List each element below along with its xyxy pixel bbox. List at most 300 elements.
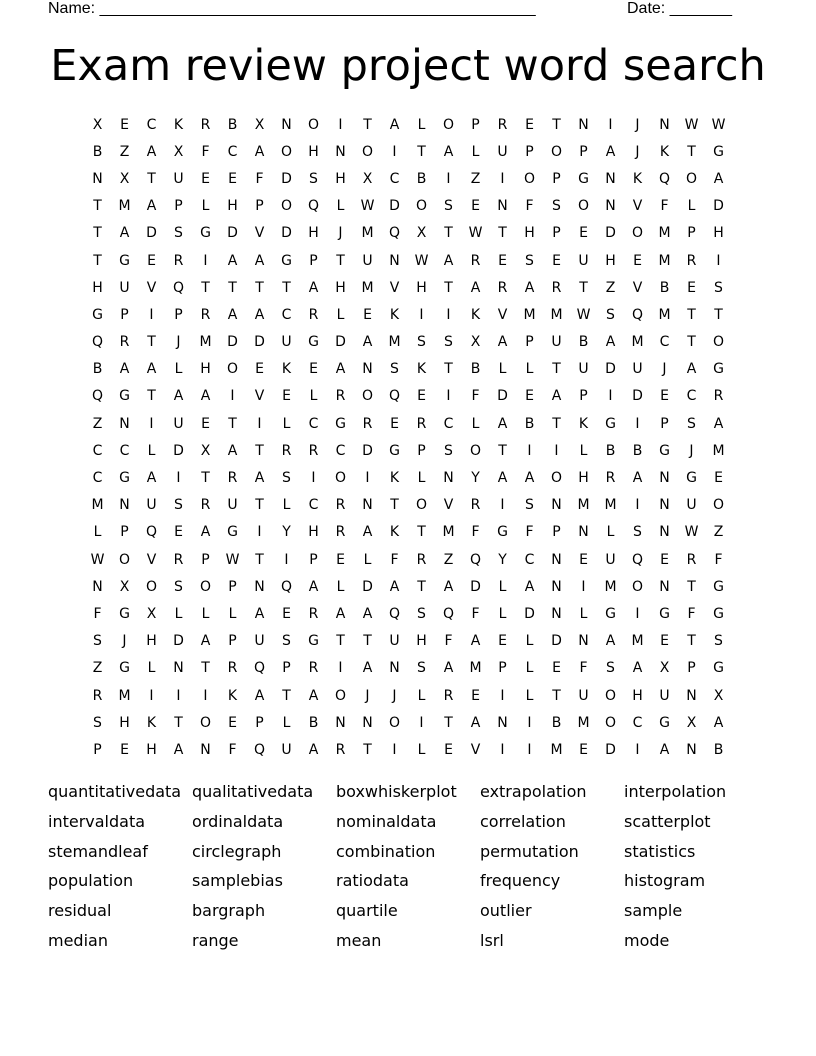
grid-letter: E	[498, 633, 507, 650]
grid-letter: K	[659, 143, 670, 160]
grid-letter: R	[551, 279, 562, 296]
grid-letter: V	[254, 388, 265, 405]
grid-letter: L	[336, 578, 345, 595]
grid-letter: G	[713, 660, 724, 677]
grid-letter: T	[687, 143, 696, 160]
grid-letter: E	[579, 225, 588, 242]
grid-letter: A	[605, 334, 616, 351]
grid-letter: W	[414, 252, 429, 269]
grid-letter: M	[658, 306, 671, 323]
grid-letter: U	[173, 170, 184, 187]
grid-letter: Q	[145, 524, 158, 541]
grid-letter: N	[254, 578, 265, 595]
word-list-item: range	[192, 930, 239, 950]
grid-letter: N	[659, 470, 670, 487]
grid-letter: Q	[307, 198, 320, 215]
grid-letter: C	[686, 388, 697, 405]
grid-letter: D	[281, 170, 292, 187]
grid-letter: I	[338, 660, 343, 677]
grid-letter: M	[712, 442, 725, 459]
grid-letter: R	[173, 252, 184, 269]
grid-letter: L	[579, 442, 588, 459]
grid-letter: D	[524, 605, 535, 622]
grid-letter: J	[392, 687, 397, 704]
grid-row	[84, 546, 732, 573]
grid-letter: D	[173, 442, 184, 459]
grid-letter: H	[416, 279, 427, 296]
grid-letter: L	[525, 361, 534, 378]
grid-letter: A	[362, 334, 373, 351]
grid-letter: P	[579, 143, 588, 160]
grid-letter: W	[225, 551, 240, 568]
grid-letter: F	[390, 551, 399, 568]
grid-letter: D	[605, 741, 616, 758]
grid-letter: A	[524, 470, 535, 487]
grid-letter: I	[527, 741, 532, 758]
grid-letter: C	[227, 143, 238, 160]
grid-letter: E	[282, 605, 291, 622]
grid-letter: A	[173, 741, 184, 758]
grid-letter: L	[417, 116, 426, 133]
grid-letter: P	[255, 198, 264, 215]
grid-letter: S	[93, 714, 102, 731]
grid-letter: A	[389, 116, 400, 133]
grid-letter: V	[146, 551, 157, 568]
grid-letter: C	[92, 442, 103, 459]
grid-letter: V	[632, 198, 643, 215]
grid-letter: N	[92, 578, 103, 595]
grid-letter: F	[714, 551, 723, 568]
grid-letter: O	[388, 714, 401, 731]
grid-letter: G	[605, 415, 616, 432]
grid-letter: N	[659, 578, 670, 595]
grid-letter: F	[444, 633, 453, 650]
grid-letter: E	[255, 361, 264, 378]
grid-letter: N	[173, 660, 184, 677]
grid-letter: U	[173, 415, 184, 432]
grid-letter: G	[497, 524, 508, 541]
grid-letter: U	[551, 334, 562, 351]
letter-grid	[84, 111, 732, 761]
grid-letter: H	[227, 198, 238, 215]
grid-letter: D	[254, 334, 265, 351]
grid-letter: A	[713, 714, 724, 731]
grid-letter: G	[200, 225, 211, 242]
grid-letter: A	[227, 442, 238, 459]
grid-letter: D	[173, 633, 184, 650]
grid-letter: T	[201, 660, 210, 677]
grid-letter: N	[335, 143, 346, 160]
grid-letter: S	[390, 361, 399, 378]
grid-letter: B	[578, 334, 589, 351]
grid-letter: A	[119, 361, 130, 378]
grid-letter: H	[119, 714, 130, 731]
grid-letter: O	[523, 170, 536, 187]
grid-letter: T	[201, 279, 210, 296]
word-list-item: stemandleaf	[48, 841, 148, 861]
word-list-item: ordinaldata	[192, 811, 284, 831]
grid-letter: P	[120, 524, 129, 541]
grid-letter: G	[119, 660, 130, 677]
grid-letter: I	[149, 687, 154, 704]
grid-letter: A	[308, 578, 319, 595]
grid-letter: S	[417, 605, 426, 622]
grid-letter: O	[226, 361, 239, 378]
grid-letter: H	[308, 524, 319, 541]
grid-letter: G	[308, 334, 319, 351]
grid-letter: M	[550, 741, 563, 758]
grid-letter: I	[365, 470, 370, 487]
grid-letter: S	[417, 660, 426, 677]
grid-letter: T	[255, 279, 264, 296]
grid-letter: I	[203, 687, 208, 704]
grid-letter: B	[632, 442, 643, 459]
grid-letter: H	[308, 143, 319, 160]
grid-letter: T	[552, 361, 561, 378]
grid-letter: N	[119, 415, 130, 432]
grid-letter: D	[362, 578, 373, 595]
word-list-item: mean	[336, 930, 382, 950]
grid-letter: T	[336, 252, 345, 269]
grid-letter: E	[363, 306, 372, 323]
grid-letter: I	[257, 415, 262, 432]
grid-letter: I	[419, 306, 424, 323]
grid-letter: S	[93, 633, 102, 650]
grid-letter: H	[335, 279, 346, 296]
grid-letter: A	[254, 252, 265, 269]
grid-letter: L	[471, 415, 480, 432]
grid-letter: P	[309, 551, 318, 568]
grid-letter: F	[471, 605, 480, 622]
grid-letter: U	[281, 334, 292, 351]
grid-letter: J	[176, 334, 181, 351]
word-list-item: interpolation	[624, 782, 727, 801]
grid-letter: P	[525, 334, 534, 351]
grid-letter: A	[200, 633, 211, 650]
grid-letter: L	[201, 605, 210, 622]
word-list-item: histogram	[624, 871, 706, 891]
grid-letter: E	[579, 741, 588, 758]
grid-letter: E	[444, 741, 453, 758]
grid-letter: R	[686, 551, 697, 568]
grid-letter: N	[200, 741, 211, 758]
grid-letter: Q	[388, 605, 401, 622]
grid-letter: T	[417, 143, 426, 160]
grid-letter: M	[199, 334, 212, 351]
grid-letter: A	[524, 279, 535, 296]
grid-letter: Y	[471, 470, 480, 487]
word-list-item: nominaldata	[336, 811, 437, 831]
grid-letter: R	[227, 470, 238, 487]
grid-row	[84, 247, 732, 274]
grid-letter: A	[362, 605, 373, 622]
grid-letter: I	[230, 388, 235, 405]
grid-letter: N	[578, 633, 589, 650]
grid-letter: I	[257, 524, 262, 541]
grid-letter: B	[92, 361, 103, 378]
grid-letter: N	[551, 605, 562, 622]
grid-letter: Q	[631, 306, 644, 323]
grid-letter: O	[334, 687, 347, 704]
grid-letter: L	[525, 633, 534, 650]
grid-letter: P	[660, 415, 669, 432]
grid-letter: D	[335, 334, 346, 351]
grid-letter: N	[362, 714, 373, 731]
grid-letter: M	[118, 198, 131, 215]
grid-letter: D	[551, 633, 562, 650]
grid-letter: L	[228, 605, 237, 622]
grid-letter: I	[635, 741, 640, 758]
word-list-item: residual	[48, 901, 112, 921]
grid-letter: B	[605, 442, 616, 459]
grid-letter: C	[308, 497, 319, 514]
grid-letter: U	[686, 497, 697, 514]
grid-letter: E	[687, 279, 696, 296]
grid-letter: G	[659, 605, 670, 622]
grid-letter: R	[173, 551, 184, 568]
grid-letter: C	[281, 306, 292, 323]
grid-row	[84, 301, 732, 328]
grid-row	[84, 410, 732, 437]
word-list-item: median	[48, 930, 108, 950]
grid-letter: W	[576, 306, 591, 323]
grid-letter: I	[149, 306, 154, 323]
grid-row	[84, 628, 732, 655]
grid-letter: M	[658, 252, 671, 269]
grid-letter: X	[254, 116, 265, 133]
grid-row	[84, 220, 732, 247]
grid-letter: J	[122, 633, 127, 650]
grid-row	[84, 329, 732, 356]
grid-row	[84, 464, 732, 491]
grid-letter: T	[147, 334, 156, 351]
grid-letter: M	[631, 334, 644, 351]
word-list-item: boxwhiskerplot	[336, 782, 457, 801]
grid-letter: U	[119, 279, 130, 296]
grid-letter: E	[660, 551, 669, 568]
grid-letter: L	[417, 687, 426, 704]
grid-letter: K	[389, 470, 400, 487]
grid-letter: H	[632, 687, 643, 704]
worksheet-header	[48, 0, 748, 20]
grid-letter: T	[687, 334, 696, 351]
grid-letter: G	[578, 170, 589, 187]
grid-letter: T	[201, 470, 210, 487]
grid-letter: S	[714, 279, 723, 296]
grid-letter: X	[146, 605, 157, 622]
grid-letter: E	[390, 415, 399, 432]
grid-letter: C	[119, 442, 130, 459]
grid-letter: O	[631, 225, 644, 242]
grid-letter: J	[635, 143, 640, 160]
grid-letter: H	[605, 252, 616, 269]
grid-letter: K	[227, 687, 238, 704]
grid-letter: L	[336, 306, 345, 323]
grid-letter: A	[200, 388, 211, 405]
grid-letter: S	[552, 198, 561, 215]
grid-letter: P	[471, 116, 480, 133]
grid-letter: A	[146, 198, 157, 215]
grid-letter: T	[363, 116, 372, 133]
grid-letter: L	[282, 497, 291, 514]
grid-letter: A	[227, 306, 238, 323]
grid-letter: G	[605, 605, 616, 622]
grid-letter: M	[604, 578, 617, 595]
grid-letter: A	[146, 470, 157, 487]
grid-letter: P	[525, 143, 534, 160]
grid-letter: A	[632, 660, 643, 677]
grid-letter: A	[551, 388, 562, 405]
grid-letter: S	[309, 170, 318, 187]
grid-letter: D	[605, 361, 616, 378]
grid-letter: L	[471, 143, 480, 160]
grid-letter: K	[416, 361, 427, 378]
grid-letter: P	[552, 225, 561, 242]
grid-letter: A	[632, 470, 643, 487]
grid-letter: O	[415, 198, 428, 215]
grid-letter: U	[227, 497, 238, 514]
grid-letter: N	[659, 116, 670, 133]
grid-letter: E	[660, 633, 669, 650]
grid-letter: S	[282, 633, 291, 650]
grid-letter: A	[254, 306, 265, 323]
grid-letter: C	[443, 415, 454, 432]
grid-letter: T	[444, 279, 453, 296]
grid-letter: S	[174, 497, 183, 514]
grid-letter: E	[525, 116, 534, 133]
grid-letter: A	[497, 415, 508, 432]
grid-letter: E	[228, 170, 237, 187]
grid-letter: R	[227, 660, 238, 677]
grid-letter: T	[282, 279, 291, 296]
grid-letter: Q	[442, 605, 455, 622]
grid-letter: A	[119, 225, 130, 242]
grid-letter: V	[443, 497, 454, 514]
grid-letter: E	[498, 252, 507, 269]
grid-letter: I	[203, 252, 208, 269]
word-list-item: sample	[624, 901, 683, 921]
grid-letter: G	[119, 470, 130, 487]
grid-letter: Q	[631, 551, 644, 568]
grid-letter: B	[92, 143, 103, 160]
grid-letter: H	[200, 361, 211, 378]
grid-letter: F	[525, 524, 534, 541]
grid-letter: G	[389, 442, 400, 459]
grid-letter: O	[199, 578, 212, 595]
grid-letter: G	[659, 442, 670, 459]
word-list-item: quantitativedata	[48, 782, 182, 801]
grid-letter: L	[606, 524, 615, 541]
grid-letter: L	[174, 605, 183, 622]
grid-letter: N	[389, 252, 400, 269]
grid-letter: R	[605, 470, 616, 487]
grid-letter: X	[200, 442, 211, 459]
word-list-item: quartile	[336, 901, 398, 921]
word-list-item: bargraph	[192, 901, 266, 921]
grid-letter: W	[468, 225, 483, 242]
word-list-item: extrapolation	[480, 782, 587, 801]
grid-letter: D	[146, 225, 157, 242]
grid-letter: T	[228, 279, 237, 296]
grid-letter: H	[335, 170, 346, 187]
grid-letter: M	[361, 279, 374, 296]
grid-letter: R	[200, 497, 211, 514]
grid-letter: T	[444, 225, 453, 242]
grid-letter: N	[551, 578, 562, 595]
grid-letter: P	[255, 714, 264, 731]
grid-letter: P	[228, 633, 237, 650]
grid-letter: T	[228, 415, 237, 432]
grid-letter: O	[280, 143, 293, 160]
grid-letter: H	[713, 225, 724, 242]
grid-letter: I	[176, 470, 181, 487]
grid-letter: I	[581, 578, 586, 595]
grid-letter: H	[308, 225, 319, 242]
grid-letter: L	[336, 198, 345, 215]
grid-letter: G	[713, 578, 724, 595]
grid-letter: T	[552, 687, 561, 704]
grid-row	[84, 492, 732, 519]
grid-letter: J	[365, 687, 370, 704]
grid-letter: Q	[658, 170, 671, 187]
grid-letter: R	[308, 660, 319, 677]
grid-letter: R	[119, 334, 130, 351]
page-title: Exam review project word search	[50, 41, 766, 91]
grid-letter: C	[308, 415, 319, 432]
grid-letter: C	[335, 442, 346, 459]
grid-letter: T	[444, 361, 453, 378]
grid-letter: W	[360, 198, 375, 215]
grid-letter: N	[92, 170, 103, 187]
grid-letter: Z	[92, 660, 103, 677]
grid-letter: K	[281, 361, 292, 378]
word-list-item: mode	[624, 930, 670, 950]
grid-letter: T	[336, 633, 345, 650]
grid-row	[84, 600, 732, 627]
grid-letter: S	[174, 578, 183, 595]
grid-letter: H	[578, 470, 589, 487]
grid-letter: S	[714, 633, 723, 650]
grid-letter: A	[173, 388, 184, 405]
grid-letter: I	[392, 741, 397, 758]
grid-letter: L	[579, 605, 588, 622]
grid-letter: S	[606, 660, 615, 677]
grid-letter: Z	[713, 524, 724, 541]
grid-letter: L	[147, 442, 156, 459]
grid-letter: N	[659, 497, 670, 514]
grid-letter: O	[280, 198, 293, 215]
grid-letter: C	[632, 714, 643, 731]
grid-letter: M	[577, 714, 590, 731]
grid-letter: R	[686, 252, 697, 269]
grid-letter: Q	[91, 334, 104, 351]
grid-letter: A	[659, 741, 670, 758]
grid-letter: O	[334, 470, 347, 487]
grid-letter: X	[92, 116, 103, 133]
word-list-item: circlegraph	[192, 841, 282, 861]
grid-letter: O	[307, 116, 320, 133]
word-list-item: frequency	[480, 871, 561, 891]
grid-letter: A	[335, 361, 346, 378]
grid-row	[84, 111, 732, 138]
grid-letter: O	[415, 497, 428, 514]
grid-letter: A	[713, 415, 724, 432]
grid-letter: N	[281, 116, 292, 133]
grid-letter: A	[443, 143, 454, 160]
grid-letter: I	[392, 143, 397, 160]
grid-letter: M	[523, 306, 536, 323]
grid-letter: L	[687, 198, 696, 215]
